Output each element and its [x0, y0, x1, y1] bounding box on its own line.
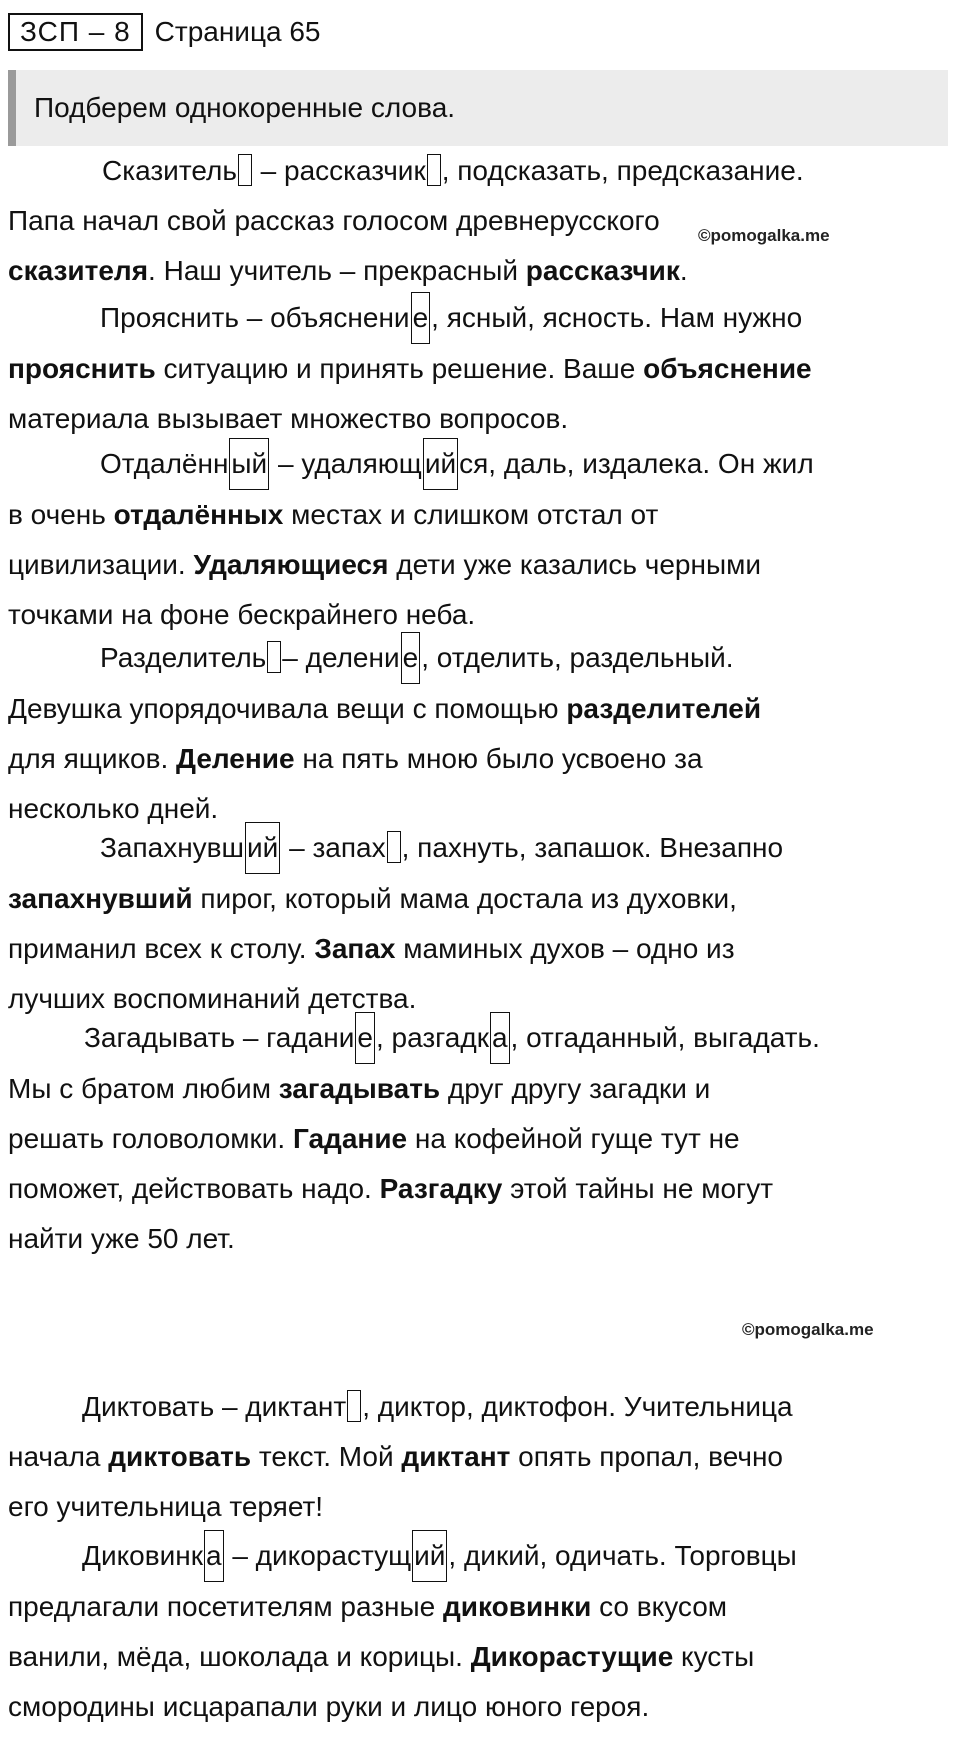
null-ending-box [238, 154, 252, 186]
paragraph-text: Девушка упорядочивала вещи с помощью разделителей [8, 693, 762, 724]
paragraph-text: точками на фоне бескрайнего неба. [8, 599, 476, 630]
paragraph-4 [8, 632, 956, 834]
paragraph-text: запахнувший пирог, который мама достала из духовки, [8, 883, 737, 914]
root-words-line: Диктовать – диктант , диктор, диктофон. Учительница [82, 1391, 793, 1422]
null-ending-box [387, 831, 401, 863]
paragraph-text: материала вызывает множество вопросов. [8, 403, 569, 434]
paragraph-text: несколько дней. [8, 793, 219, 824]
ending-box: ый [229, 438, 269, 490]
ending-box: ий [423, 438, 458, 490]
root-words-line: Разделитель – делени е , отделить, раздельный. [8, 632, 956, 684]
paragraph-text: в очень отдалённых местах и слишком отстал от [8, 499, 659, 530]
watermark: ©pomogalka.me [742, 1320, 874, 1339]
paragraph-6 [8, 1012, 956, 1264]
paragraph-text: поможет, действовать надо. Разгадку этой тайны не могут [8, 1173, 774, 1204]
paragraph-text: смородины исцарапали руки и лицо юного героя. [8, 1691, 650, 1722]
paragraph-7 [8, 1382, 956, 1532]
ending-box: ий [245, 822, 280, 874]
paragraph-text: предлагали посетителям разные диковинки со вкусом [8, 1591, 728, 1622]
paragraph-8 [8, 1530, 956, 1732]
paragraph-text: цивилизации. Удаляющиеся дети уже казались черными [8, 549, 761, 580]
root-words-line: Запахнувш ий – запах , пахнуть, запашок. Внезапно [8, 822, 956, 874]
root-words-line: Отдалённ ый – удаляющ ий ся, даль, издалека. Он жил [8, 438, 956, 490]
paragraph-2 [8, 292, 956, 444]
paragraph-text: ванили, мёда, шоколада и корицы. Дикорастущие кусты [8, 1641, 755, 1672]
ending-box: е [411, 292, 431, 344]
root-words-line: Загадывать – гадани е , разгадк а , отгаданный, выгадать. [8, 1012, 956, 1064]
root-words-line: Диковинк а – дикорастущ ий , дикий, одичать. Торговцы [8, 1530, 956, 1582]
paragraph-3 [8, 438, 956, 640]
paragraph-text: для ящиков. Деление на пять мною было усвоено за [8, 743, 703, 774]
task-banner: Подберем однокоренные слова. [8, 70, 948, 146]
watermark: ©pomogalka.me [698, 226, 830, 245]
paragraph-text: найти уже 50 лет. [8, 1223, 235, 1254]
page-header [8, 12, 320, 52]
ending-box: ий [412, 1530, 447, 1582]
paragraph-text: начала диктовать текст. Мой диктант опять пропал, вечно [8, 1441, 783, 1472]
paragraph-1 [8, 146, 956, 296]
page-number: Страница 65 [154, 16, 321, 47]
paragraph-text: Папа начал свой рассказ голосом древнерусского [8, 205, 660, 236]
paragraph-5 [8, 822, 956, 1024]
paragraph-text: сказителя. Наш учитель – прекрасный рассказчик. [8, 255, 688, 286]
null-ending-box [427, 154, 441, 186]
paragraph-text: его учительница теряет! [8, 1491, 324, 1522]
ending-box: е [355, 1012, 375, 1064]
root-words-line: Сказитель – рассказчик , подсказать, предсказание. [102, 155, 804, 186]
paragraph-text: прояснить ситуацию и принять решение. Ваше объяснение [8, 353, 812, 384]
paragraph-text: решать головоломки. Гадание на кофейной гуще тут не [8, 1123, 740, 1154]
null-ending-box [347, 1390, 361, 1422]
root-words-line: Прояснить – объяснени е , ясный, ясность. Нам нужно [8, 292, 956, 344]
paragraph-text: приманил всех к столу. Запах маминых духов – одно из [8, 933, 735, 964]
null-ending-box [267, 641, 281, 673]
exercise-code: ЗСП – 8 [8, 13, 143, 51]
ending-box: а [490, 1012, 510, 1064]
ending-box: а [204, 1530, 224, 1582]
ending-box: е [401, 632, 421, 684]
paragraph-text: лучших воспоминаний детства. [8, 983, 417, 1014]
paragraph-text: Мы с братом любим загадывать друг другу загадки и [8, 1073, 711, 1104]
